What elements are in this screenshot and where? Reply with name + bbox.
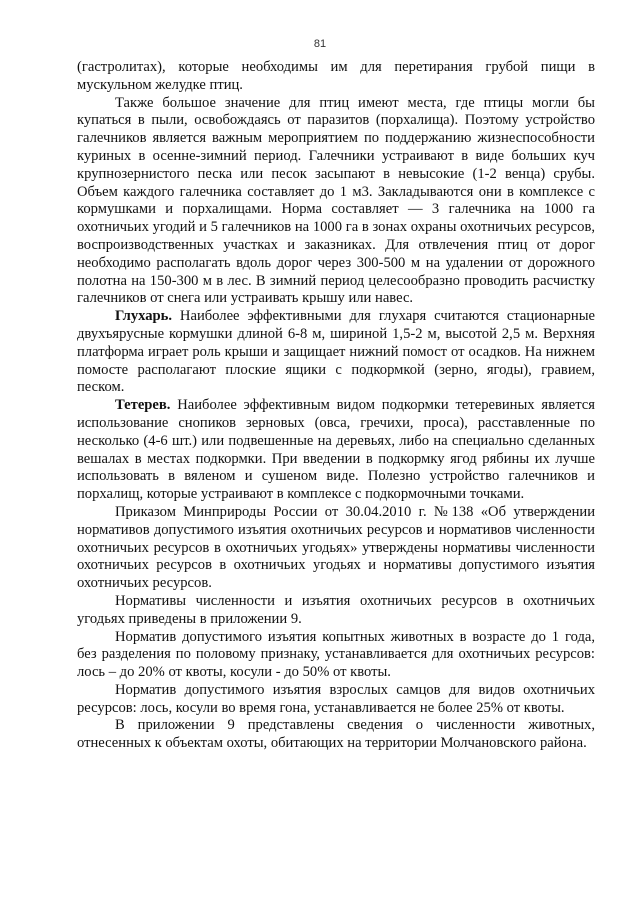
paragraph-text: Также большое значение для птиц имеют места, где птицы могли бы купаться в пыли, освобождаясь от паразитов (порхалища). Поэтому устройство галечников является важным мероприятием по поддержанию жизнеспособности куриных в осенне-зимний период. Галечники устраивают в виде больших куч крупнозернистого песка или песок засыпают в невысокие (1-2 венца) срубы. Объем каждого галечника составляет до 1 м3. Закладываются они в комплексе с кормушками и порхалищами. Норма составляет — 3 галечника на 1000 га охотничьих угодий и 5 галечников на 1000 га в зонах охраны охотничьих ресурсов, воспроизводственных участках и заказниках. Для отвлечения птиц от дорог необходимо располагать вдоль дорог через 300-500 м на удалении от дорожного полотна на 150-300 м в лес. В зимний период целесообразно проводить расчистку галечников от снега или устраивать крышу или навес. <box>77 94 595 307</box>
paragraph <box>77 682 595 718</box>
paragraph-text: Норматив допустимого изъятия копытных животных в возрасте до 1 года, без разделения по половому признаку, устанавливается для охотничьих ресурсов: лось – до 20% от квоты, косули - до 50% от квоты. <box>77 628 595 681</box>
paragraph-text: Нормативы численности и изъятия охотничьих ресурсов в охотничьих угодьях приведены в приложении 9. <box>77 592 595 627</box>
paragraph-lead: Тетерев. <box>115 397 171 414</box>
paragraph <box>77 629 595 682</box>
paragraph <box>77 717 595 753</box>
page-number: 81 <box>313 38 327 50</box>
paragraph <box>77 504 595 593</box>
paragraph-text: В приложении 9 представлены сведения о численности животных, отнесенных к объектам охоты, обитающих на территории Молчановского района. <box>77 717 595 752</box>
document-body <box>77 59 595 753</box>
paragraph-text: Наиболее эффективным видом подкормки тетеревиных является использование снопиков зерновых (овса, гречихи, проса), расставленные по несколько (4-6 шт.) или подвешенные на деревьях, либо на специально сделанных вешалах в местах подкормки. При введении в подкормку ягод рябины их лучше использовать в вяленом и сушеном виде. Полезно устройство галечников и порхалищ, которые устраивают в комплексе с подкормочными точками. <box>77 397 595 503</box>
paragraph-text: Приказом Минприроды России от 30.04.2010 г. №138 «Об утверждении нормативов допустимого изъятия охотничьих ресурсов и нормативов численности охотничьих ресурсов в охотничьих угодьях» утверждены нормативы численности охотничьих ресурсов в охотничьих угодьях и нормативы допустимого изъятия охотничьих ресурсов. <box>77 503 595 592</box>
paragraph-text: Наиболее эффективными для глухаря считаются стационарные двухъярусные кормушки длиной 6-8 м, шириной 1,5-2 м, высотой 2,5 м. Верхняя платформа играет роль крыши и защищает нижний помост от осадков. На нижнем помосте располагают плоские ящики с подкормкой (зерно, ягоды), гравием, песком. <box>77 308 595 396</box>
paragraph <box>77 397 595 504</box>
paragraph <box>77 95 595 309</box>
paragraph-text: (гастролитах), которые необходимы им для перетирания грубой пищи в мускульном желудке птиц. <box>77 59 595 93</box>
paragraph <box>77 59 595 95</box>
paragraph <box>77 308 595 397</box>
paragraph-text: Норматив допустимого изъятия взрослых самцов для видов охотничьих ресурсов: лось, косули во время гона, устанавливается не более 25% от квоты. <box>77 681 595 716</box>
paragraph-lead: Глухарь. <box>115 308 173 325</box>
paragraph <box>77 593 595 629</box>
